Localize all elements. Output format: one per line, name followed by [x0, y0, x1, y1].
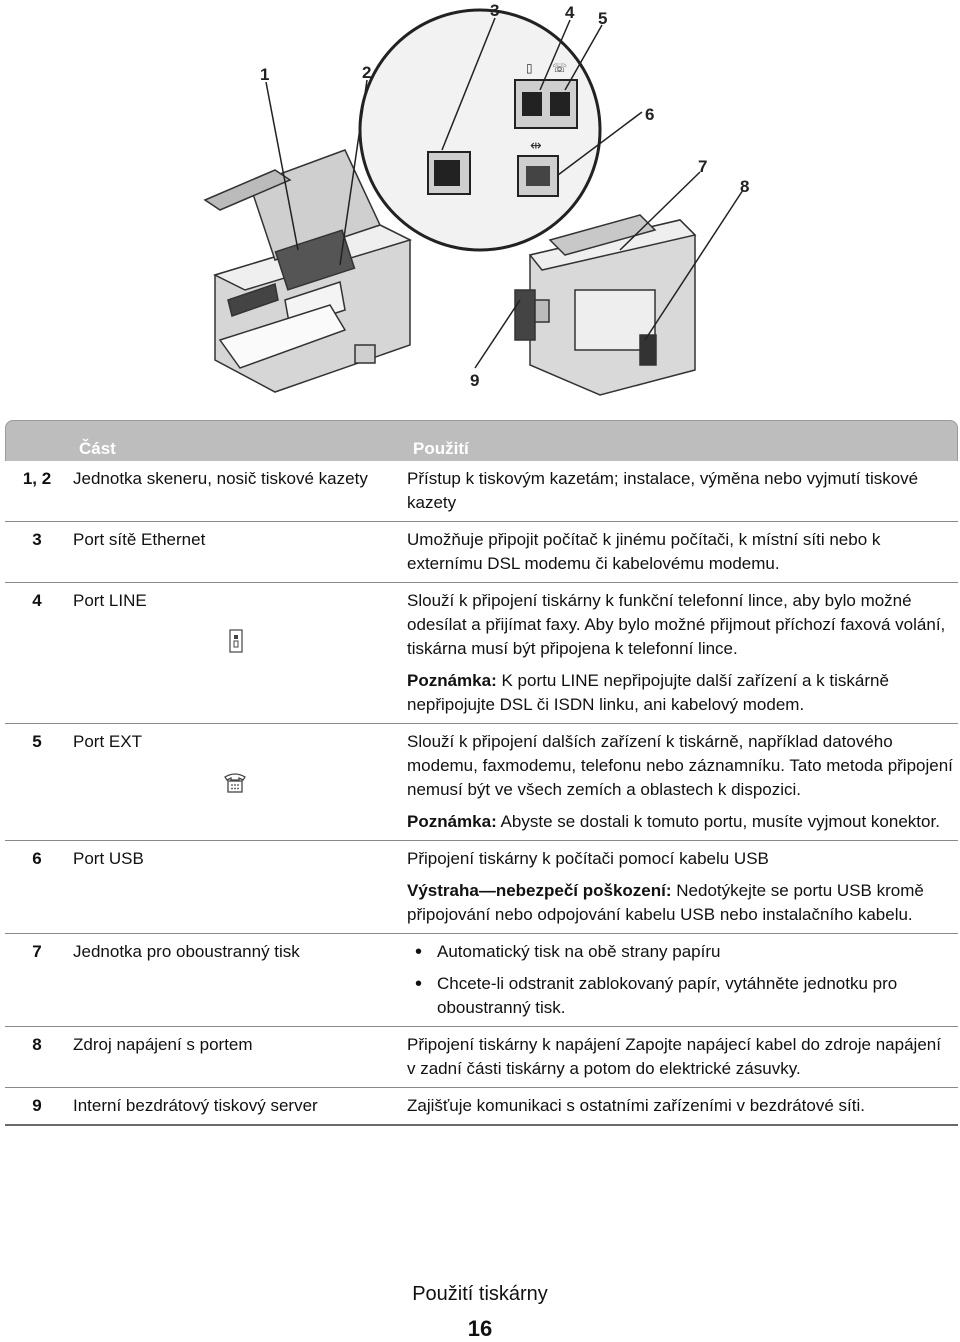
line-port-icon — [229, 629, 243, 653]
bullet-list — [407, 940, 954, 1020]
callout-8: 8 — [740, 177, 750, 196]
row-number: 4 — [5, 583, 73, 724]
use-text: Slouží k připojení dalších zařízení k tiskárně, například datového modemu, faxmodemu, telefonu nebo záznamníku. Tato metoda připojení nemusí být ve všech zemích a oblastech k dispozici. — [407, 732, 953, 799]
row-number: 5 — [5, 724, 73, 841]
list-item: • Chcete-li odstranit zablokovaný papír, vytáhněte jednotku pro oboustranný tisk. — [437, 972, 954, 1020]
list-item: • Automatický tisk na obě strany papíru — [437, 940, 954, 964]
callout-7: 7 — [698, 157, 708, 176]
callout-4: 4 — [565, 3, 575, 22]
warning-text: Nedotýkejte se portu USB kromě připojování nebo odpojování kabelu USB nebo instalačního kabelu. — [407, 881, 924, 924]
note — [407, 810, 954, 834]
row-use — [407, 522, 958, 583]
row-part: Port USB — [73, 841, 407, 934]
row-part — [73, 583, 407, 724]
use-text: Slouží k připojení tiskárny k funkční telefonní lince, aby bylo možné odesílat a přijímat faxy. Aby bylo možné přijmout příchozí faxová volání, tiskárna musí být připojena k telefonní lince. — [407, 591, 946, 658]
row-part: Jednotka skeneru, nosič tiskové kazety — [73, 461, 407, 522]
svg-text:▯: ▯ — [526, 61, 533, 75]
page-number: 16 — [467, 1316, 493, 1341]
table-row — [5, 841, 958, 934]
row-number: 6 — [5, 841, 73, 934]
row-part: Jednotka pro oboustranný tisk — [73, 934, 407, 1027]
table-row — [5, 724, 958, 841]
row-number: 9 — [5, 1088, 73, 1126]
row-number: 8 — [5, 1027, 73, 1088]
callout-5: 5 — [598, 9, 608, 28]
row-use — [407, 1088, 958, 1126]
table-row — [5, 522, 958, 583]
header-number — [5, 420, 73, 461]
row-number: 7 — [5, 934, 73, 1027]
footer-section-title: Použití tiskárny — [412, 1283, 548, 1305]
part-label: Port EXT — [73, 732, 142, 751]
table-row — [5, 934, 958, 1027]
warning — [407, 879, 954, 927]
row-use — [407, 724, 958, 841]
use-text: Připojení tiskárny k počítači pomocí kabelu USB — [407, 849, 769, 868]
note-text: K portu LINE nepřipojujte další zařízení a k tiskárně nepřipojujte DSL či ISDN linku, ani kabelový modem. — [407, 671, 889, 714]
row-use — [407, 461, 958, 522]
header-part: Část — [73, 420, 407, 461]
note — [407, 669, 954, 717]
use-text: Zajišťuje komunikaci s ostatními zařízeními v bezdrátové síti. — [407, 1096, 865, 1115]
svg-text:⇹: ⇹ — [530, 138, 542, 154]
part-label: Port LINE — [73, 591, 147, 610]
row-part: Interní bezdrátový tiskový server — [73, 1088, 407, 1126]
row-number: 1, 2 — [5, 461, 73, 522]
row-use — [407, 934, 958, 1027]
table-row — [5, 1027, 958, 1088]
note-text: Abyste se dostali k tomuto portu, musíte vyjmout konektor. — [500, 812, 940, 831]
table-header-row — [5, 420, 958, 461]
row-use — [407, 1027, 958, 1088]
port-zoom-detail — [360, 10, 600, 250]
callout-1: 1 — [260, 65, 270, 84]
callout-3: 3 — [490, 1, 500, 20]
telephone-icon — [223, 770, 247, 794]
row-number: 3 — [5, 522, 73, 583]
table-row — [5, 1088, 958, 1126]
note-label: Poznámka: — [407, 812, 497, 831]
note-label: Poznámka: — [407, 671, 497, 690]
row-part — [73, 724, 407, 841]
warning-label: Výstraha—nebezpečí poškození: — [407, 881, 672, 900]
table-row — [5, 461, 958, 522]
use-text: Přístup k tiskovým kazetám; instalace, výměna nebo vyjmutí tiskové kazety — [407, 469, 919, 512]
row-use — [407, 841, 958, 934]
parts-table — [5, 420, 958, 1126]
table-row — [5, 583, 958, 724]
row-use — [407, 583, 958, 724]
row-part: Port sítě Ethernet — [73, 522, 407, 583]
use-text: Připojení tiskárny k napájení Zapojte napájecí kabel do zdroje napájení v zadní části tiskárny a potom do elektrické zásuvky. — [407, 1035, 941, 1078]
svg-text:☏: ☏ — [552, 61, 568, 75]
header-use: Použití — [407, 420, 958, 461]
use-text: Umožňuje připojit počítač k jinému počítači, k místní síti nebo k externímu DSL modemu či kabelovému modemu. — [407, 530, 881, 573]
callout-9: 9 — [470, 371, 480, 390]
printer-illustration — [180, 0, 800, 400]
callout-2: 2 — [362, 63, 372, 82]
row-part: Zdroj napájení s portem — [73, 1027, 407, 1088]
callout-6: 6 — [645, 105, 655, 124]
